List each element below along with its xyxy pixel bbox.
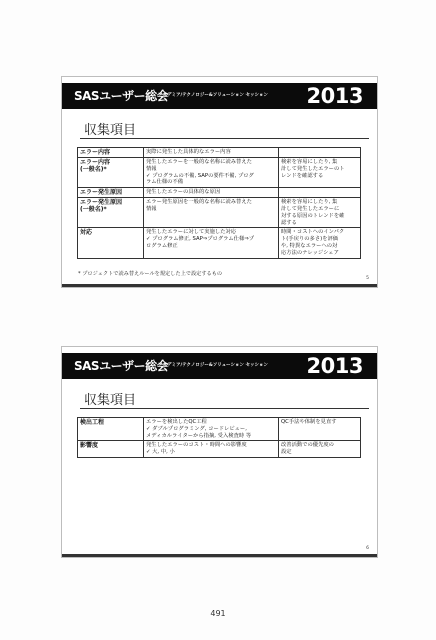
cell-line: 時間・コストへのインパク — [281, 229, 345, 236]
title-divider — [80, 138, 369, 139]
slide-page-5 — [61, 76, 378, 288]
slide-bottom-bar — [62, 554, 377, 557]
items-table — [77, 417, 361, 458]
item-description-cell — [144, 228, 279, 258]
item-purpose-cell — [279, 228, 361, 258]
cell-line: ト(手戻りの多さ)を評価 — [281, 236, 339, 243]
banner-subtitle: アカデミア/テクノロジー&ソリューション セッション — [158, 363, 268, 368]
cell-line: ✓ ダブルプログラミング, コードレビュー, — [146, 425, 247, 432]
slide-bottom-bar — [62, 284, 377, 287]
item-name-cell — [78, 418, 144, 441]
table-row — [78, 188, 361, 198]
item-purpose-cell — [279, 148, 361, 158]
slide-title: 収集項目 — [84, 123, 137, 138]
item-purpose-cell — [279, 418, 361, 441]
slide-title: 収集項目 — [84, 393, 137, 408]
banner-subtitle: アカデミア/テクノロジー&ソリューション セッション — [158, 93, 268, 98]
cell-line: レンドを確認する — [281, 172, 324, 179]
cell-line: 実際に発生した具体的なエラー内容 — [146, 149, 231, 155]
cell-line: 計して発生したエラーに — [281, 205, 340, 212]
item-description-cell — [144, 418, 279, 441]
table-row — [78, 198, 361, 228]
cell-line: 発生したエラーのコスト・時間への影響度 — [146, 442, 247, 449]
item-name-cell — [78, 441, 144, 458]
cell-line: 検索を容易にしたり, 集 — [281, 199, 338, 206]
cell-line: メディカルライターから指摘, 受入検査時 等 — [146, 432, 252, 439]
cell-line: 応方法のナレッジシェア — [281, 249, 339, 256]
cell-line: ✓ プログラム修正, SAP⇒プログラム仕様⇒プ — [146, 236, 254, 243]
banner-brand: SASユーザー総会 — [74, 359, 169, 373]
table-row — [78, 148, 361, 158]
cell-line: QC手法や体制を見直す — [281, 419, 337, 425]
item-purpose-cell — [279, 158, 361, 188]
item-description-cell — [144, 198, 279, 228]
item-purpose-cell — [279, 441, 361, 458]
banner-year: 2013 — [306, 84, 363, 108]
slide-banner — [62, 83, 377, 109]
cell-line: エラー発生原因 — [80, 199, 123, 207]
item-name-cell — [78, 228, 144, 258]
cell-line: 発生したエラーの具体的な原因 — [146, 189, 221, 196]
cell-line: エラー内容 — [80, 149, 111, 156]
title-divider — [80, 408, 369, 409]
cell-line: ラム仕様の不備 — [146, 179, 184, 186]
item-purpose-cell — [279, 188, 361, 198]
cell-line: 改善活動での優先度の — [281, 442, 334, 449]
item-name-cell — [78, 158, 144, 188]
item-description-cell — [144, 441, 279, 458]
cell-line: や, 特異なエラーへの対 — [281, 242, 338, 249]
cell-line: 検索を容易にしたり, 集 — [281, 159, 338, 165]
slide-page-number: 6 — [366, 546, 369, 551]
slide-banner — [62, 353, 377, 379]
cell-line: (一般名)* — [80, 166, 107, 173]
footnote: * プロジェクトで読み替えルールを規定した上で設定するもの — [78, 271, 223, 277]
cell-line: 影響度 — [80, 442, 99, 450]
cell-line: エラー内容 — [80, 159, 111, 166]
slide-page-number: 5 — [366, 276, 369, 281]
item-name-cell — [78, 148, 144, 158]
cell-line: 発生したエラーに対して実施した対応 — [146, 229, 237, 236]
document-page-number: 491 — [210, 609, 226, 618]
banner-brand: SASユーザー総会 — [74, 89, 169, 103]
cell-line: 発生したエラーを一般的な名称に読み替えた — [146, 159, 252, 165]
item-purpose-cell — [279, 198, 361, 228]
cell-line: ✓ 大, 中, 小 — [146, 449, 175, 456]
cell-line: 計して発生したエラーのト — [281, 165, 345, 172]
table-row — [78, 418, 361, 441]
cell-line: ✓ プログラムの不備, SAPの要件不備, プログ — [146, 172, 254, 179]
table-row — [78, 158, 361, 188]
cell-line: 対する原因のトレンドを確 — [281, 212, 345, 219]
cell-line: 検出工程 — [80, 419, 105, 426]
cell-line: 認する — [281, 219, 297, 226]
item-description-cell — [144, 148, 279, 158]
item-name-cell — [78, 188, 144, 198]
slide-page-6 — [61, 346, 378, 558]
items-table — [77, 147, 361, 259]
cell-line: 設定 — [281, 449, 292, 456]
table-row — [78, 228, 361, 258]
item-name-cell — [78, 198, 144, 228]
banner-year: 2013 — [306, 354, 363, 378]
cell-line: 情報 — [146, 205, 157, 212]
item-description-cell — [144, 158, 279, 188]
cell-line: エラー発生原因を一般的な名称に読み替えた — [146, 199, 252, 206]
cell-line: (一般名)* — [80, 206, 107, 214]
item-description-cell — [144, 188, 279, 198]
cell-line: 情報 — [146, 165, 157, 172]
cell-line: エラー発生原因 — [80, 189, 123, 197]
cell-line: 対応 — [80, 229, 93, 237]
cell-line: ログラム修正 — [146, 242, 178, 249]
table-row — [78, 441, 361, 458]
cell-line: エラーを検出したQC工程 — [146, 419, 207, 425]
